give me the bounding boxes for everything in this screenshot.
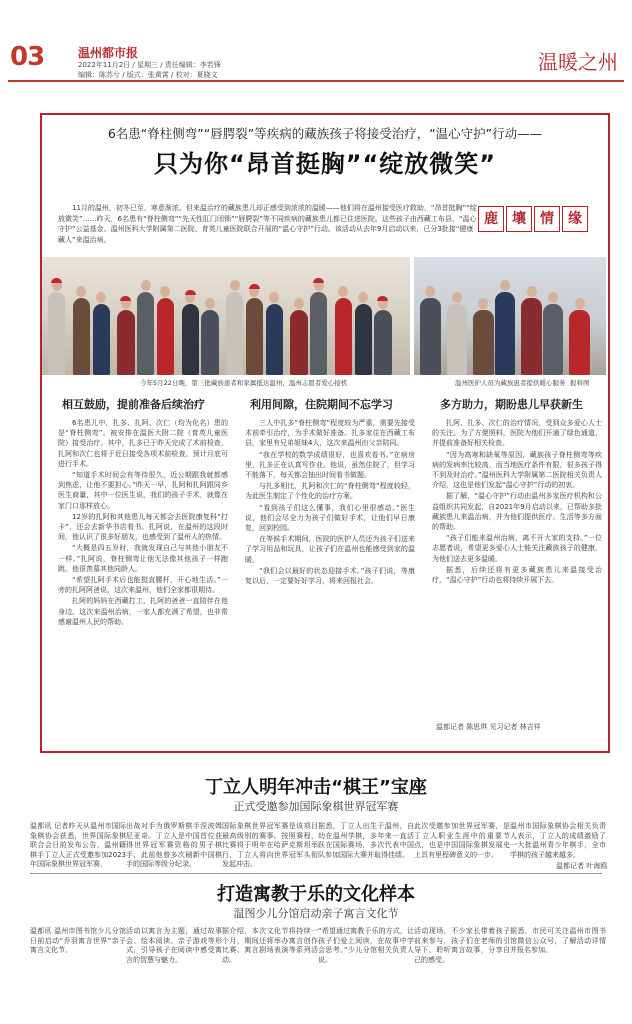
- photo-figure: [137, 292, 154, 375]
- article-paragraph: 据悉，后续还将有更多藏族患儿来温接受治疗，“温心守护”行动也将持续开展下去。: [432, 565, 602, 585]
- article-paragraph: “我在学校的数学成绩很好，也喜欢看书。”在病房里，扎多正在认真写作业。他说，虽然住院了，但学习不能落下，每天都会抽出时间看书做题。: [245, 450, 415, 480]
- photo-figure: [374, 310, 391, 375]
- photo-figure: [355, 304, 372, 375]
- chess-column: 出战对手为俄罗斯棋手涅波姆尼亚奇。丁立人是中国首位获得世界冠军赛资格的男子棋手，此前他曾多次刷新中国棋手的国际等级分纪录。: [126, 822, 222, 869]
- photo-figure: [48, 292, 65, 375]
- column-heading: 相互鼓励，提前准备后续治疗: [62, 398, 205, 411]
- column-heading: 利用间隙，住院期间不忘学习: [250, 398, 393, 411]
- article-paragraph: 6名患儿中，扎多、扎阿、次仁（均为化名）患的是“脊柱侧弯”。被安排在温医大附二院（育英儿童医院）接受治疗。其中，扎多已于昨天完成了术前检查，扎阿和次仁也将于近日接受各项术前检查，预计月底可进行手术。: [58, 419, 228, 468]
- column-heading: 多方助力，期盼患儿早获新生: [440, 398, 583, 411]
- feature-headline: 只为你“昂首挺胸”“绽放微笑”: [153, 150, 497, 178]
- photo2-caption: 温州医护人员为藏族患者提供暖心服务: [455, 379, 566, 387]
- chess-headline: 丁立人明年冲击“棋王”宝座: [205, 777, 427, 798]
- photo-figure: [73, 298, 90, 375]
- column-tag: [478, 206, 590, 234]
- photo-figure: [495, 292, 516, 375]
- article-divider: [30, 873, 602, 874]
- photo-figure: [290, 310, 307, 375]
- photo-figure-head: [358, 292, 368, 303]
- feature-lede: 11月的温州，初冬已至，寒意渐浓。但来温治疗的藏族患儿却正感受到浓浓的温暖——他们将在温州接受医疗救助，“昂首挺胸”“绽放微笑”……昨天，6名患有“脊柱侧弯”“先天性肛门闭锁”“唇腭裂”等不同疾病的藏族患儿都已住进医院。这些孩子由西藏工布县、“温心守护”公益基金、温州医科大学附属第二医院、育英儿童医院联合开展的“温心守护”行动。该活动从去年9月启动以来，已分3批接“健康藏人”来温治病。: [58, 204, 477, 244]
- photo-hospital-ward: [414, 257, 606, 375]
- tag-char: 情: [534, 206, 560, 232]
- red-cap: [313, 278, 324, 283]
- fable-column: 据介绍，本次文化节将持续一个月，期间还将举办寓言创作比赛、寓言剧场表演等系列活动。: [222, 927, 318, 964]
- photo-figure-head: [96, 292, 106, 303]
- editor-line: 编辑：陈苏兮 / 版式：张黄霄 / 校对：夏晓文: [78, 71, 218, 79]
- photo-figure-head: [294, 298, 304, 309]
- article-paragraph: 在等候手术期间，医院的医护人员还为孩子们送来了学习用品和玩具，让孩子们在温州也能感受到家的温暖。: [245, 535, 415, 564]
- photo-figure: [93, 304, 110, 375]
- article-paragraph: “希望扎阿手术后也能挺直腰杆，开心地生活。”一旁的扎阿阿爸说，这次来温州，他们全家都很期待。: [58, 576, 228, 595]
- article-paragraph: “孩子们能来温州治病，离不开大家的支持。”一位志愿者说，希望更多爱心人士能关注藏族孩子的健康，为他们送去更多温暖。: [432, 534, 602, 563]
- masthead-rule: [8, 80, 624, 82]
- photo-figure: [447, 304, 468, 375]
- chess-subheadline: 正式受邀参加国际象棋世界冠军赛: [233, 800, 399, 813]
- article-column: [58, 418, 228, 718]
- photo-figure: [310, 292, 327, 375]
- photo-figure-head: [160, 286, 170, 297]
- fable-headline: 打造寓教于乐的文化样本: [217, 884, 415, 905]
- red-cap: [120, 296, 131, 301]
- fable-column: 温都讯 温州市图书馆少儿分馆日前启动“乔羽寓言世界”亲子寓言文化节。: [30, 927, 126, 955]
- photo1-caption: 今年5月22日晚，第三批藏族患者和家属抵达温州，温州志愿者爱心接机: [140, 379, 348, 387]
- tag-char: 鹿: [478, 206, 504, 232]
- article-paragraph: “知道手术时间会有等待很久，近公期跟我就都感到焦虑，让他不要担心。”昨天一早，扎阿和扎阿跟同乡医生商量，其中一位医生说，我们的孩子手术，就像在家门口那样放心。: [58, 471, 228, 510]
- page-number: 03: [10, 42, 45, 72]
- photo-figure: [246, 298, 263, 375]
- photo-figure: [473, 310, 494, 375]
- chess-column: 温州市国际象棋协会相关负责人表示，丁立人的成绩激励了一大批温州青少年棋手，全市学棋的孩子越来越多。: [510, 822, 606, 859]
- fable-column: 活动现场，不少家长带着孩子前来参与，孩子们在老师的引导下，聆听寓言故事，分享自己的感受。: [414, 927, 510, 964]
- photo-figure-head: [500, 280, 510, 291]
- photo-figure-head: [230, 280, 240, 291]
- chess-column: 温都讯 记者昨天从温州市国际象棋协会获悉，世界国际象棋联合会日前发布公告，温州籍棋手丁立人正式受邀参加2023年国际象棋世界冠军赛，: [30, 822, 126, 869]
- photo-figure: [569, 310, 590, 375]
- photo-figure-head: [425, 286, 435, 297]
- fable-column: 活动以寓言为主题，通过故事会、绘本阅读、亲子游戏等形式，引导孩子在阅读中感受寓言的智慧与魅力。: [126, 927, 222, 964]
- section-title: 温暖之州: [538, 50, 618, 74]
- photo-figure: [182, 304, 199, 375]
- paper-name: 温州都市报: [78, 46, 139, 60]
- photo-figure: [157, 298, 174, 375]
- photo-figure: [226, 292, 243, 375]
- fable-column: 据悉，市民可关注温州市图书馆微信公众号，了解活动详情并报名参加。: [510, 927, 606, 955]
- photo-figure: [201, 310, 218, 375]
- photo-figure-head: [269, 292, 279, 303]
- chess-column: 此次受邀参加世界冠军赛，是丁立人职业生涯中的重要节点，也是中国国际象棋发展史上具有里程碑意义的一步。: [414, 822, 510, 859]
- article-column: [245, 418, 415, 718]
- tag-char: 壤: [506, 206, 532, 232]
- photo-figure: [543, 304, 564, 375]
- photo-figure-head: [205, 298, 215, 309]
- photo-figure-head: [548, 292, 558, 303]
- photo-figure-head: [338, 286, 348, 297]
- fable-subheadline: 温图少儿分馆启动亲子寓言文化节: [233, 907, 399, 920]
- photo-credit: 报料图: [570, 379, 590, 387]
- article-paragraph: “看到孩子们这么懂事，我们心里很感动。”医生说，他们会尽全力为孩子们做好手术，让他们早日康复，回到校园。: [245, 503, 415, 533]
- article-paragraph: 12岁的扎阿和其他患儿每天都会去医院康复科“打卡”，还会去新华书店看书。扎阿说，在温州的这段时间，他认识了很多好朋友，也感受到了温州人的热情。: [58, 512, 228, 542]
- photo-figure-head: [76, 286, 86, 297]
- article-paragraph: “我们会以最好的状态迎接手术。”孩子们说，等康复以后，一定要好好学习，将来回报社会。: [245, 566, 415, 586]
- chess-column: 据悉，丁立人出生于温州，自幼在温州学棋，多年来一直活跃在国际赛场，多次代表中国队参加国际大赛并取得佳绩。: [318, 822, 414, 859]
- photo-figure-head: [575, 298, 585, 309]
- photo-figure: [420, 298, 441, 375]
- photo-figure-head: [527, 286, 537, 297]
- chess-byline: 温都记者 叶海鸥: [556, 862, 608, 870]
- article-paragraph: 扎阿、扎多、次仁的治疗情况，受到众多爱心人士的关注。为了方便照料，医院为他们开通了绿色通道，并提前准备好相关检查。: [432, 419, 602, 448]
- article-paragraph: 与扎多相比，扎阿和次仁的“脊柱侧弯”程度较轻，为此医生制定了个性化的治疗方案。: [245, 482, 415, 501]
- article-paragraph: 三人中扎多“脊柱侧弯”程度较为严重，需要先接受术前牵引治疗，为手术做好准备。扎多家住在西藏工布县，家里有兄弟姐妹4人，这次来温州由父亲陪同。: [245, 419, 415, 448]
- feature-kicker: 6名患“脊柱侧弯”“唇腭裂”等疾病的藏族孩子将接受治疗，“温心守护”行动——: [107, 126, 543, 141]
- red-cap: [249, 284, 260, 289]
- fable-column: “希望通过寓教于乐的方式，让孩子们爱上阅读，在故事中学会思考。”少儿分馆相关负责人说。: [318, 927, 414, 964]
- tag-char: 缘: [562, 206, 588, 232]
- photo-figure: [266, 304, 283, 375]
- article-paragraph: 据了解，“温心守护”行动由温州多家医疗机构和公益组织共同发起，自2021年9月启动以来，已帮助多批藏族患儿来温治病，并为他们提供医疗、生活等多方面的帮助。: [432, 492, 602, 532]
- photo-figure: [117, 310, 134, 375]
- issue-date-line: 2022年11月2日 / 星期三 / 责任编辑：李若锋: [78, 61, 221, 69]
- red-cap: [377, 296, 388, 301]
- feature-byline: 温都记者 陈思琪 见习记者 林吉祥: [436, 723, 541, 731]
- red-cap: [51, 278, 62, 283]
- article-paragraph: “大概是四五岁时，我就发现自己与其他小朋友不一样。”扎阿说，脊柱侧弯让他无法像其他孩子一样跑跳，他很羡慕其他同龄人。: [58, 544, 228, 573]
- photo-figure-head: [478, 298, 488, 309]
- red-cap: [185, 290, 196, 295]
- article-paragraph: “因为高寒和缺氧等原因，藏族孩子脊柱侧弯等疾病的发病率比较高，而当地医疗条件有限，很多孩子得不到及时治疗。”温州医科大学附属第二医院相关负责人介绍，这也是他们发起“温心守护”行动的初衷。: [432, 450, 602, 490]
- photo-figure-head: [452, 292, 462, 303]
- article-paragraph: 扎阿的妈妈在西藏打工，扎阿的爸爸一直陪伴在他身边。这次来温州治病，一家人都充满了希望，也非常感谢温州人民的帮助。: [58, 597, 228, 626]
- photo-figure: [521, 298, 542, 375]
- photo-figure-head: [141, 280, 151, 291]
- article-column: [432, 418, 602, 716]
- photo-figure: [335, 298, 352, 375]
- chess-column: 国际象棋世界冠军赛是该项目最高级别的赛事。按照赛程，比赛将于明年在哈萨克斯坦举行，丁立人将向世界冠军头衔发起冲击。: [222, 822, 318, 869]
- group-photo-airport: [42, 257, 410, 375]
